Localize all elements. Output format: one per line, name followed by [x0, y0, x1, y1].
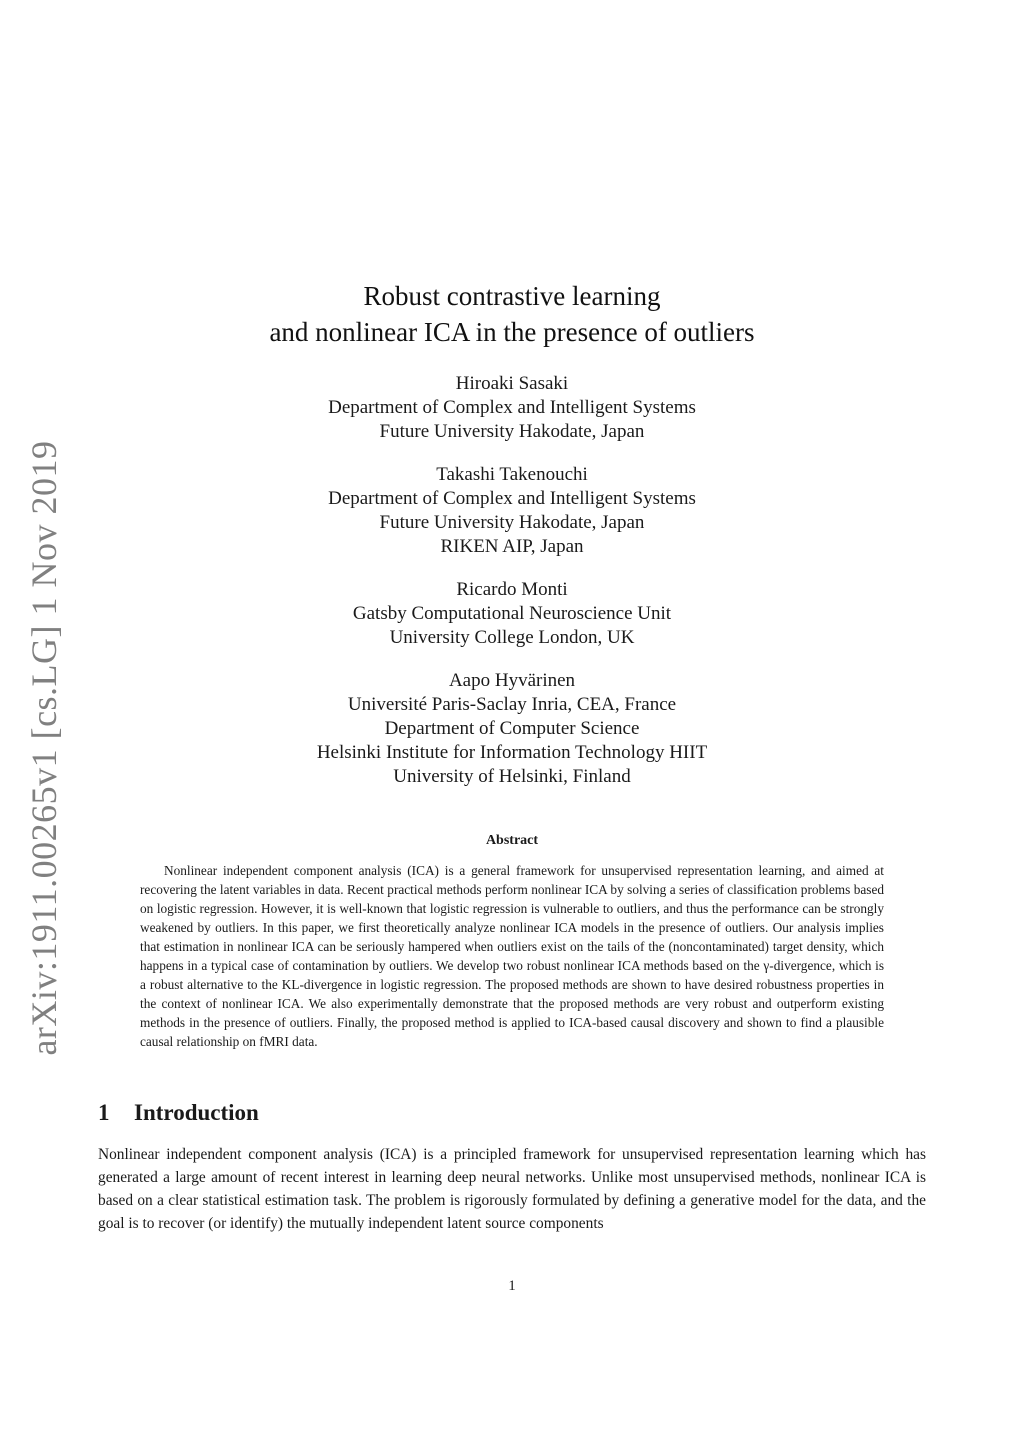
- author-block: [0, 669, 1024, 789]
- introduction-paragraph: Nonlinear independent component analysis (ICA) is a principled framework for unsupervised representation learning which has generated a large amount of recent interest in learning deep neural networks. Unlike most unsupervised methods, nonlinear ICA is based on a clear statistical estimation task. The problem is rigorously formulated by defining a generative model for the data, and the goal is to recover (or identify) the mutually independent latent source components: [98, 1146, 926, 1232]
- author-affiliation: University College London, UK: [389, 627, 635, 648]
- author-name: Aapo Hyvärinen: [448, 670, 576, 691]
- author-name: Takashi Takenouchi: [436, 464, 588, 485]
- author-affiliation: Department of Complex and Intelligent Systems: [328, 488, 696, 509]
- section-number: 1: [98, 1100, 110, 1125]
- paper-title: [0, 278, 1024, 350]
- author-affiliation: Helsinki Institute for Information Technology HIIT: [316, 742, 708, 763]
- section-heading: [98, 1100, 259, 1126]
- author-affiliation: RIKEN AIP, Japan: [440, 536, 584, 557]
- author-affiliation: Université Paris-Saclay Inria, CEA, France: [347, 694, 677, 715]
- arxiv-identifier-stamp: arXiv:1911.00265v1 [cs.LG] 1 Nov 2019: [24, 440, 64, 1056]
- author-affiliation: Future University Hakodate, Japan: [379, 512, 645, 533]
- abstract-heading: Abstract: [485, 833, 539, 848]
- abstract-text: Nonlinear independent component analysis (ICA) is a general framework for unsupervised representation learning, and aimed at recovering the latent variables in data. Recent practical methods perform nonlinear ICA by solving a series of classification problems based on logistic regression. However, it is well-known that logistic regression is vulnerable to outliers, and thus the performance can be strongly weakened by outliers. In this paper, we first theoretically analyze nonlinear ICA models in the presence of outliers. Our analysis implies that estimation in nonlinear ICA can be seriously hampered when outliers exist on the tails of the (noncontaminated) target density, which happens in a typical case of contamination by outliers. We develop two robust nonlinear ICA methods based on the γ-divergence, which is a robust alternative to the KL-divergence in logistic regression. The proposed methods are shown to have desired robustness properties in the context of nonlinear ICA. We also experimentally demonstrate that the proposed methods are very robust and outperform existing methods in the presence of outliers. Finally, the proposed method is applied to ICA-based causal discovery and shown to find a plausible causal relationship on fMRI data.: [140, 863, 884, 1049]
- author-block: [0, 372, 1024, 444]
- author-affiliation: Department of Complex and Intelligent Systems: [328, 397, 696, 418]
- section-title: Introduction: [134, 1100, 259, 1125]
- author-list: [0, 372, 1024, 808]
- author-affiliation: University of Helsinki, Finland: [393, 766, 631, 787]
- author-block: [0, 463, 1024, 559]
- author-affiliation: Department of Computer Science: [384, 718, 640, 739]
- page-number: 1: [508, 1278, 516, 1294]
- author-name: Hiroaki Sasaki: [455, 373, 569, 394]
- author-block: [0, 578, 1024, 650]
- author-affiliation: Gatsby Computational Neuroscience Unit: [352, 603, 672, 624]
- author-affiliation: Future University Hakodate, Japan: [379, 421, 645, 442]
- title-line-1: Robust contrastive learning: [363, 281, 661, 311]
- author-name: Ricardo Monti: [456, 579, 568, 600]
- title-line-2: and nonlinear ICA in the presence of outliers: [269, 317, 755, 347]
